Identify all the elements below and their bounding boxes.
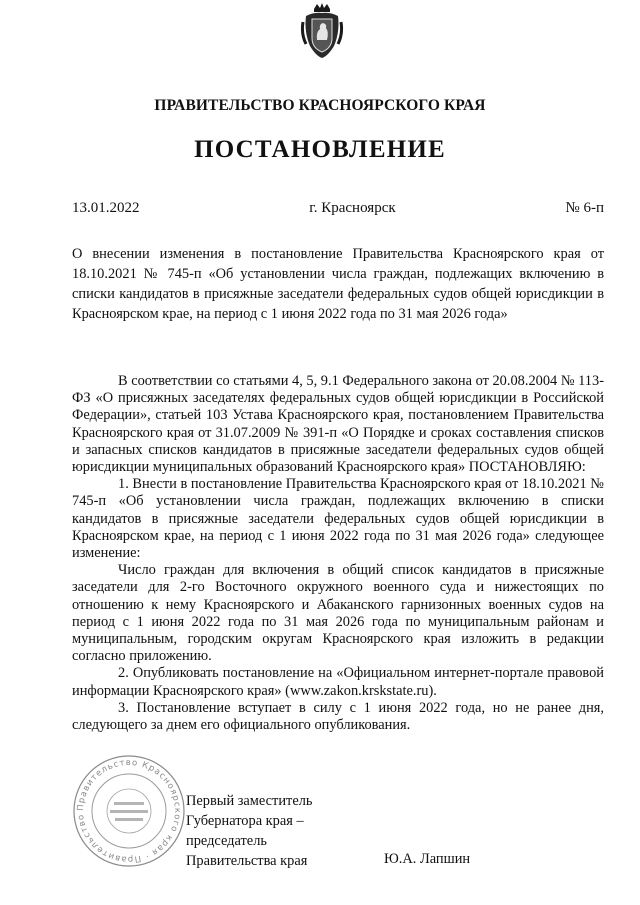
item-1-paragraph: 1. Внести в постановление Правительства Красноярского края от 18.10.2021 № 745-п «Об установлении числа граждан, подлежащих включению в списки кандидатов в присяжные заседатели федеральных судов общей юрисдикции в Красноярском крае, на период с 1 июня 2022 года по 31 мая 2026 года» следующее изменение:	[72, 476, 604, 562]
coat-of-arms-icon	[300, 2, 344, 60]
signature-line-1: Первый заместитель	[186, 793, 313, 809]
preamble-paragraph: В соответствии со статьями 4, 5, 9.1 Федерального закона от 20.08.2004 № 113-ФЗ «О присяжных заседателях федеральных судов общей юрисдикции в Российской Федерации», статьей 103 Устава Красноярского края, постановлением Правительства Красноярского края от 31.07.2009 № 391-п «О Порядке и сроках составления списков и запасных списков кандидатов в присяжные заседатели федеральных судов общей юрисдикции муниципальных образований Красноярского края» ПОСТАНОВЛЯЮ:	[72, 373, 604, 476]
document-body	[72, 373, 604, 734]
item-1-change-paragraph: Число граждан для включения в общий список кандидатов в присяжные заседатели для 2-го Восточного окружного военного суда и нижестоящих по отношению к нему Красноярского и Абаканского гарнизонных военных судов на период с 1 июня 2022 года по 31 мая 2026 года по муниципальным районам и муниципальным, городским округам Красноярского края изложить в редакции согласно приложению.	[72, 562, 604, 665]
svg-text:Правительство Красноярского кр: Правительство Красноярского края · Правительство	[75, 757, 183, 865]
signature-line-3: председатель	[186, 833, 267, 849]
document-subject: О внесении изменения в постановление Правительства Красноярского края от 18.10.2021 № 745-п «Об установлении числа граждан, подлежащих включению в списки кандидатов в присяжные заседатели федеральных судов общей юрисдикции в Красноярском крае, на период с 1 июня 2022 года по 31 мая 2026 года»	[72, 246, 604, 322]
signature-line-2: Губернатора края –	[186, 813, 304, 829]
document-type-title: ПОСТАНОВЛЕНИЕ	[194, 136, 446, 163]
document-date: 13.01.2022	[72, 200, 140, 216]
official-seal-stamp-icon	[70, 752, 188, 870]
document-meta	[72, 200, 604, 217]
document-city: г. Красноярск	[309, 200, 396, 216]
document-number: № 6-п	[565, 200, 604, 216]
signature-line-4: Правительства края	[186, 853, 308, 869]
government-title: ПРАВИТЕЛЬСТВО КРАСНОЯРСКОГО КРАЯ	[154, 97, 486, 114]
signature-position	[186, 791, 312, 871]
item-3-paragraph: 3. Постановление вступает в силу с 1 июня 2022 года, но не ранее дня, следующего за днем его официального опубликования.	[72, 699, 604, 734]
signer-name: Ю.А. Лапшин	[384, 851, 471, 867]
item-2-paragraph: 2. Опубликовать постановление на «Официальном интернет-портале правовой информации Красноярского края» (www.zakon.krskstate.ru).	[72, 665, 604, 699]
